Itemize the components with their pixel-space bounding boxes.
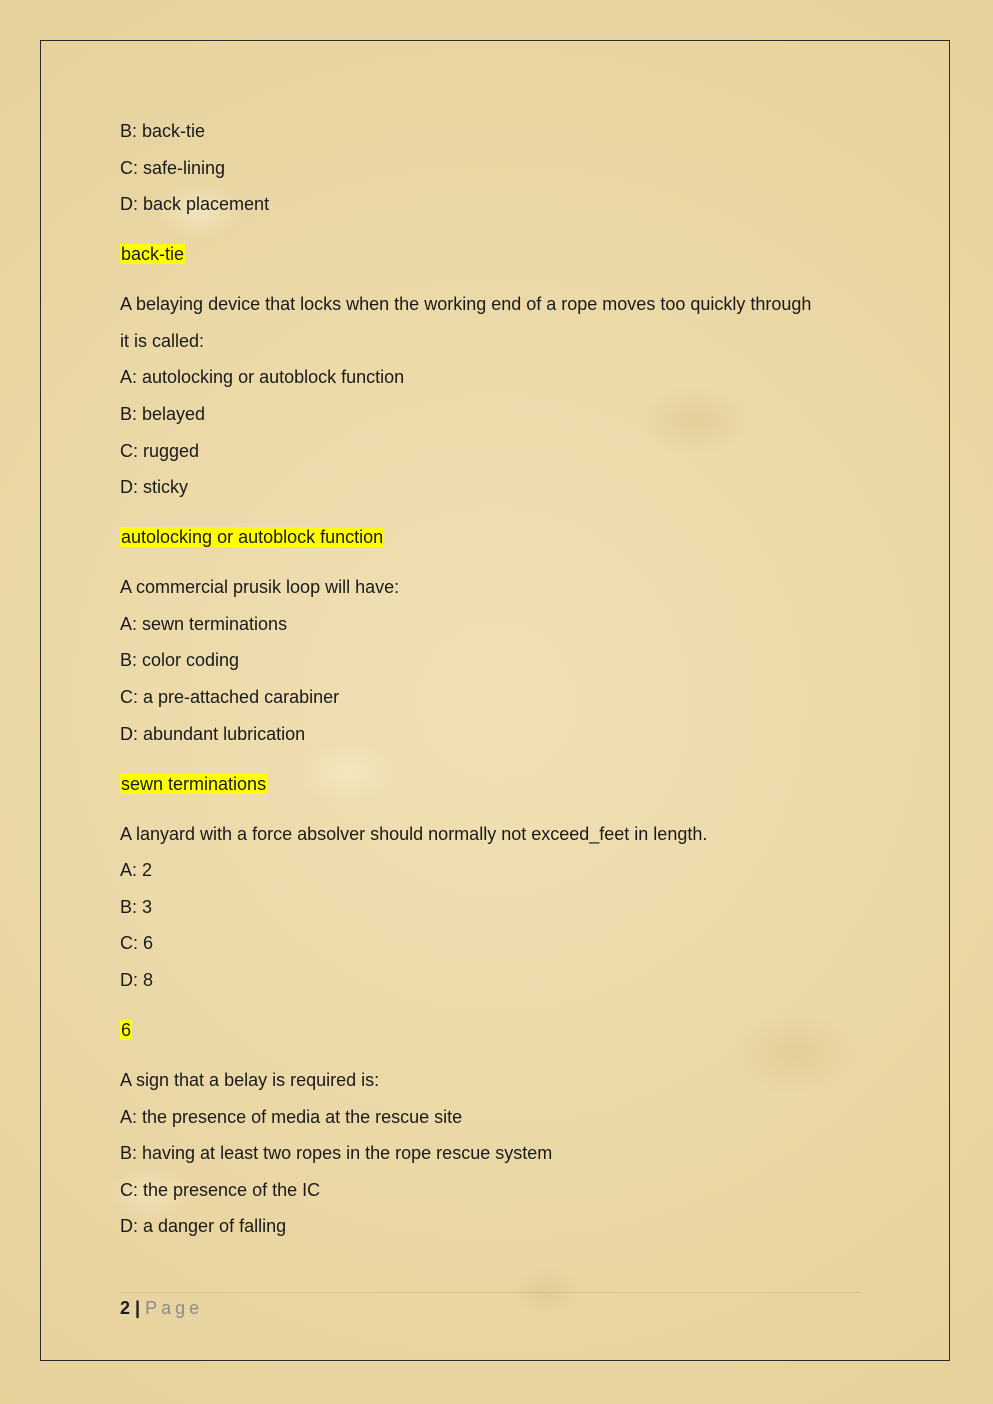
option-line: B: 3	[120, 896, 153, 917]
option-line: B: color coding	[120, 650, 240, 671]
answer-text: sewn terminations	[121, 773, 267, 794]
option-line: C: 6	[120, 933, 154, 954]
answer-highlight	[120, 770, 880, 820]
answer-highlight	[120, 240, 880, 290]
option-line: A: the presence of media at the rescue site	[120, 1106, 463, 1127]
document-body	[120, 117, 880, 1249]
option-line: C: a pre-attached carabiner	[120, 686, 340, 707]
option-line: C: safe-lining	[120, 157, 226, 178]
question-line: A commercial prusik loop will have:	[120, 577, 400, 598]
option-line: D: sticky	[120, 477, 189, 498]
question-line: A lanyard with a force absolver should normally not exceed_feet in length.	[120, 823, 708, 844]
answer-text: 6	[121, 1019, 132, 1040]
option-line: B: back-tie	[120, 121, 206, 141]
option-line: A: autolocking or autoblock function	[120, 367, 405, 388]
answer-highlight	[120, 523, 880, 573]
option-line: A: sewn terminations	[120, 613, 288, 634]
answer-highlight	[120, 1016, 880, 1066]
question-line: A sign that a belay is required is:	[120, 1069, 380, 1090]
option-line: D: abundant lubrication	[120, 723, 306, 744]
option-line: D: 8	[120, 969, 154, 990]
option-line: D: back placement	[120, 194, 270, 215]
answer-text: back-tie	[121, 244, 185, 265]
page-number: 2	[120, 1298, 131, 1318]
page-label: Page	[145, 1298, 204, 1318]
footer-separator: |	[135, 1298, 141, 1318]
option-line: B: belayed	[120, 403, 206, 424]
question-line: A belaying device that locks when the working end of a rope moves too quickly through	[120, 294, 812, 315]
option-line: B: having at least two ropes in the rope rescue system	[120, 1143, 553, 1164]
question-line: it is called:	[120, 330, 205, 351]
page-footer	[120, 1294, 203, 1322]
footer-rule	[120, 1292, 860, 1293]
answer-text: autolocking or autoblock function	[121, 527, 384, 548]
option-line: A: 2	[120, 860, 153, 881]
option-line: C: the presence of the IC	[120, 1179, 321, 1200]
option-line: D: a danger of falling	[120, 1216, 287, 1237]
option-line: C: rugged	[120, 440, 200, 461]
